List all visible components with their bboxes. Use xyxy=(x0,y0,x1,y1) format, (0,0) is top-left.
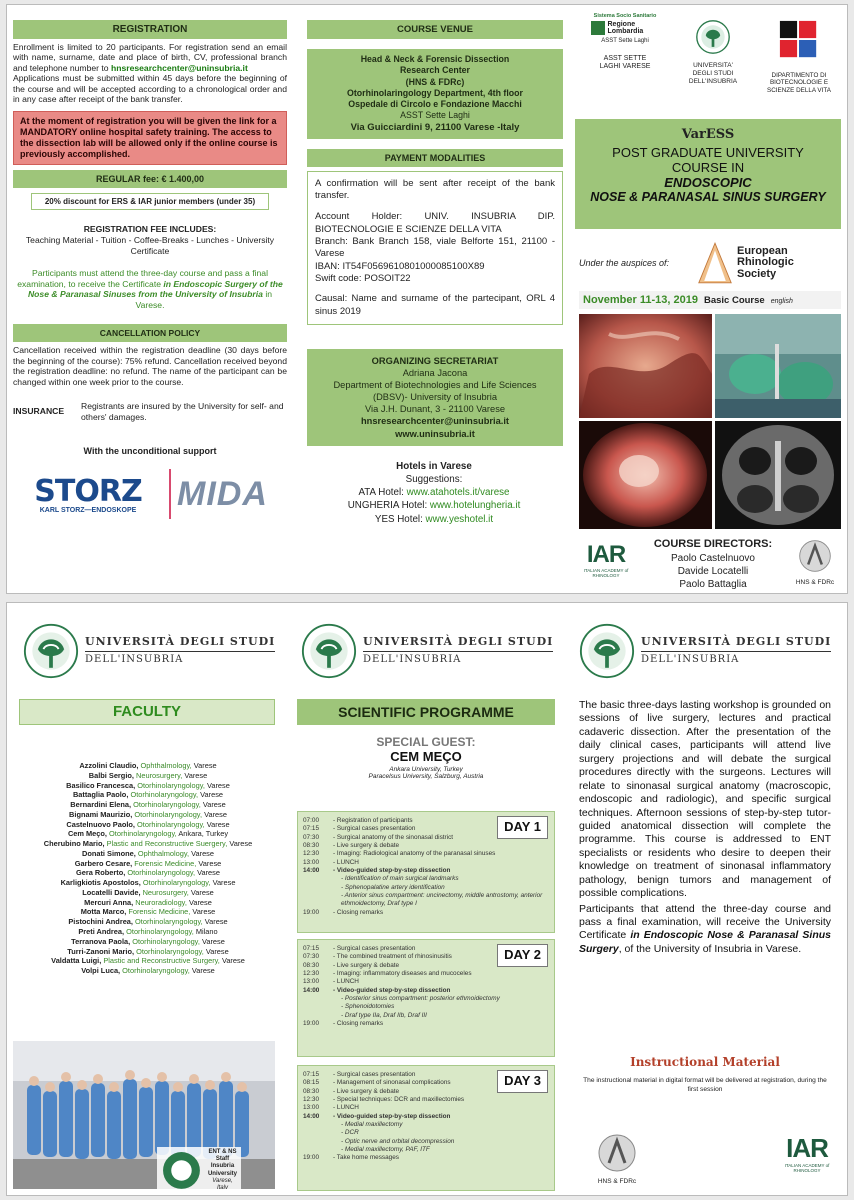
institution-logos xyxy=(573,13,843,113)
faculty-member: Bernardini Elena, Otorhinolaryngology, Varese xyxy=(70,800,226,810)
day-tag: DAY 3 xyxy=(497,1070,548,1093)
insurance-label: INSURANCE xyxy=(13,406,65,417)
hns-logo: HNS & FDRc xyxy=(789,539,841,586)
schedule-line: 08:30 - Live surgery & debate xyxy=(303,1087,400,1095)
schedule-subitem: - Sphenopalatine artery identification xyxy=(341,883,445,891)
iar-logo: IAR ITALIAN ACADEMY of RHINOLOGY xyxy=(583,541,629,578)
schedule-line: 19:00 - Closing remarks xyxy=(303,1019,384,1027)
schedule-subitem: - Medial maxillectomy xyxy=(341,1120,403,1128)
logo-divider xyxy=(169,469,171,519)
insubria-seal-icon xyxy=(301,623,357,679)
faculty-member: Azzolini Claudio, Ophthalmology, Varese xyxy=(79,761,217,770)
schedule-subitem: - Draf type IIa, Draf IIb, Draf III xyxy=(341,1011,427,1019)
secretariat-box: ORGANIZING SECRETARIAT Adriana Jacona Department of Biotechnologies and Life Sciences (DBSV)- University of Insubria Via J.H. Dunant, 3 - 21100 Varese hnsresearchcenter@uninsubria.it www.uninsubria.it xyxy=(307,349,563,446)
dbsv-logo: DIPARTIMENTO DI BIOTECNOLOGIE E SCIENZE DELLA VITA xyxy=(759,19,839,94)
schedule-line: 07:30 - The combined treatment of rhinosinusitis xyxy=(303,953,452,961)
mida-logo: MIDA xyxy=(177,474,268,513)
hotel-yes: YES Hotel: www.yeshotel.it xyxy=(374,513,494,525)
asst-logo: Sistema Socio Sanitario Regione Lombardia ASST Sette Laghi ASST SETTE LAGHI VARESE xyxy=(577,13,673,71)
schedule-line: 12:30 - Special techniques: DCR and maxillectomies xyxy=(303,1095,465,1103)
schedule-line: 07:15 - Surgical cases presentation xyxy=(303,1071,416,1078)
venue-box: Head & Neck & Forensic Dissection Research Center (HNS & FDRc) Otorhinolaringology Department, 4th floor Ospedale di Circolo e Fondazione Macchi ASST Sette Laghi Via Guicciardini 9, 21100 Varese -Italy xyxy=(307,49,563,139)
schedule-line: 07:30 - Surgical anatomy of the sinonasal district xyxy=(303,833,454,841)
discount-note: 20% discount for ERS & IAR junior members (under 35) xyxy=(31,193,269,210)
insubria-seal-icon xyxy=(695,19,731,55)
faculty-member: Valdatta Luigi, Plastic and Reconstructive Surgery, Varese xyxy=(51,956,245,966)
faculty-member: Locatelli Davide, Neurosurgery, Varese xyxy=(82,887,214,897)
schedule-line: 13:00 - LUNCH xyxy=(303,858,359,866)
faculty-member: Karligkiotis Apostolos, Otorhinolaryngology, Varese xyxy=(60,878,236,888)
hotel-ungheria: UNGHERIA Hotel: www.hotelungheria.it xyxy=(347,500,521,512)
cancellation-title: CANCELLATION POLICY xyxy=(13,324,287,342)
schedule-line: 13:00 - LUNCH xyxy=(303,978,359,986)
attendance-note: Participants must attend the three-day course and pass a final examination, to receive the Certificate in Endoscopic Surgery of the Nose & Paranasal Sinuses from the University of Insubria in Varese. xyxy=(17,268,283,310)
ct-scan-photo xyxy=(715,421,841,529)
directors-area xyxy=(579,535,841,593)
faculty-member: Mercuri Anna, Neuroradiology, Varese xyxy=(84,897,212,907)
day-tag: DAY 2 xyxy=(497,944,548,967)
schedule-line: 14:00 - Video-guided step-by-step dissection xyxy=(303,1112,451,1120)
support-title: With the unconditional support xyxy=(83,446,217,457)
programme-title: SCIENTIFIC PROGRAMME xyxy=(297,699,555,725)
surgery-photo-2 xyxy=(715,314,841,418)
insurance-text: Registrants are insured by the University for self- and others' damages. xyxy=(81,401,284,422)
university-logo-1: UNIVERSITÀ DEGLI STUDI DELL'INSUBRIA xyxy=(23,623,275,679)
schedule-line: 12:30 - Imaging: inflammatory diseases and mucoceles xyxy=(303,969,472,977)
ers-name: European Rhinologic Society xyxy=(737,245,794,280)
schedule-line: 19:00 - Closing remarks xyxy=(303,908,384,916)
schedule-subitem: - Optic nerve and orbital decompression xyxy=(341,1137,455,1145)
regular-fee: REGULAR fee: € 1.400,00 xyxy=(13,170,287,188)
schedule-line: 12:30 - Imaging: Radiological anatomy of the paranasal sinuses xyxy=(303,850,496,858)
faculty-member: Battaglia Paolo, Otorhinolaryngology, Varese xyxy=(72,790,224,800)
faculty-member: Cherubino Mario, Plastic and Reconstructive Suergery, Varese xyxy=(43,839,253,849)
hotels-box: Hotels in Varese Suggestions: ATA Hotel: www.atahotels.it/varese UNGHERIA Hotel: www.hotelungheria.it YES Hotel: www.yeshotel.it xyxy=(303,460,565,526)
ers-mark-icon xyxy=(697,240,733,286)
schedule-line: 07:15 - Surgical cases presentation xyxy=(303,945,416,952)
storz-logo: STORZ KARL STORZ—ENDOSKOPE xyxy=(34,474,142,515)
brochure-inside xyxy=(6,602,848,1196)
schedule-subitem: - Medial maxillectomy, PAF, ITF xyxy=(341,1145,430,1153)
auspices-row: Under the auspices of: European Rhinologic Society xyxy=(579,237,839,289)
payment-box: A confirmation will be sent after receipt of the bank transfer. Account Holder: UNIV. INSUBRIA DIP. BIOTECNOLOGIE E SCIENZE DELLA VITA Branch: Bank Branch 158, viale Belforte 151, 21100 - Varese IBAN: IT54F0569610801000085100X89 Swift code: POSOIT22 Causal: Name and surname of the partecipant, ORL 4 sinus 2019 xyxy=(307,171,563,325)
hotel-ungheria-link[interactable]: www.hotelungheria.it xyxy=(429,500,521,512)
insurance-row xyxy=(13,401,287,422)
hotel-yes-link[interactable]: www.yeshotel.it xyxy=(425,513,494,525)
faculty-list xyxy=(13,761,283,976)
schedule-line: 07:15 - Surgical cases presentation xyxy=(303,825,416,833)
programme-day-1 xyxy=(297,811,555,933)
registration-text: Enrollment is limited to 20 participants. For registration send an email with name, surname, date and place of birth, CV, professional branch and telephone number to hnsresearchcenter@uninsubria.it Applications must be submitted within 45 days before the beginning of the course and will be accepted according to a chronological order and in any case after receipt of the bank transfer. xyxy=(13,42,287,105)
schedule-line: 07:00 - Registration of participants xyxy=(303,817,413,824)
faculty-member: Pistochini Andrea, Otorhinolaryngology, Varese xyxy=(68,917,228,927)
brochure-outside xyxy=(6,4,848,594)
faculty-member: Turri-Zanoni Mario, Otorhinolaryngology, Varese xyxy=(67,946,229,956)
hns-emblem-icon xyxy=(597,1133,637,1173)
cancellation-text: Cancellation received within the registration deadline (30 days before the beginning of the course): 75% refund. Cancellation received beyond the registration deadline: no refund. The name of the participant can be changed within one week prior to the course. xyxy=(13,345,287,387)
venue-column xyxy=(303,5,565,593)
sponsor-logos xyxy=(13,467,287,521)
insubria-small-logo: UNIVERSITA' DEGLI STUDI DELL'INSUBRIA xyxy=(683,19,743,85)
faculty-member: Donati Simone, Ophthalmology, Varese xyxy=(81,848,214,858)
course-description: The basic three-days lasting workshop is grounded on sessions of live surgery, lectures and practical cadaveric dissection. After the presentation of the daily clinical cases, participants will attend live surgery projections and will debate the surgical procedures directly with the surgeons. Lectures will relate to sinonasal surgical anatomy (macroscopic, endoscopic and radiologic), and specific surgical techniques. Afternoon sessions of step-by-step tutor-guided anatomical dissection will complete the programme. This course is addressed to ENT specialists or residents who desire to deepen their knowledge on treatment of sinonasal inflammatory pathology, benign tumors and management of possible complications. Participants that attend the three-day course and pass a final examination, will receive the University Certificate in Endoscopic Nose & Paranasal Sinus Surgery, of the University of Insubria in Varese. xyxy=(579,699,831,955)
university-logo-3: UNIVERSITÀ DEGLI STUDI DELL'INSUBRIA xyxy=(579,623,831,679)
payment-title: PAYMENT MODALITIES xyxy=(307,149,563,167)
schedule-subitem: - Sphenoidotomies xyxy=(341,1003,395,1011)
endoscopic-view-photo xyxy=(579,421,712,529)
schedule-subitem: - Identification of main surgical landmarks xyxy=(341,875,459,883)
course-directors: COURSE DIRECTORS: Paolo Castelnuovo Davide Locatelli Paolo Battaglia xyxy=(653,538,773,590)
registration-column xyxy=(13,5,287,593)
faculty-member: Balbi Sergio, Neurosurgery, Varese xyxy=(88,770,208,780)
programme-day-2 xyxy=(297,939,555,1057)
staff-caption: ENT & NS Staff Insubria University Varese, Italy xyxy=(157,1147,241,1189)
schedule-subitem: - DCR xyxy=(341,1129,359,1137)
schedule-line: 14:00 - Video-guided step-by-step dissection xyxy=(303,866,451,874)
iar-logo-bottom: IAR ITALIAN ACADEMY of RHINOLOGY xyxy=(784,1133,830,1173)
schedule-line: 08:15 - Management of sinonasal complications xyxy=(303,1079,451,1087)
hotel-ata: ATA Hotel: www.atahotels.it/varese xyxy=(358,487,510,499)
fee-includes-text: Teaching Material - Tuition - Coffee-Breaks - Lunches - University Certificate xyxy=(25,235,275,256)
course-title-box: VarESS POST GRADUATE UNIVERSITY COURSE IN ENDOSCOPIC NOSE & PARANASAL SINUS SURGERY xyxy=(575,119,841,229)
instructional-material: Instructional Material The instructional material in digital format will be delivered at registration, during the first session xyxy=(583,1055,827,1093)
schedule-subitem: - Anterior sinus compartment: uncinectomy, middle antrostomy, anterior ethmoidectomy, Draf type I xyxy=(341,891,543,908)
insubria-seal-icon xyxy=(579,623,635,679)
schedule-line: 08:30 - Live surgery & debate xyxy=(303,841,400,849)
safety-training-warning: At the moment of registration you will be given the link for a MANDATORY online hospital safety training. The access to the dissection lab will be allowed only if the online course is previously accomplished. xyxy=(13,111,287,165)
lombardia-icon xyxy=(591,21,605,35)
schedule-subitem: - Posterior sinus compartment: posterior ethmoidectomy xyxy=(341,994,500,1002)
faculty-member: Garbero Cesare, Forensic Medicine, Varese xyxy=(74,858,222,868)
schedule-line: 08:30 - Live surgery & debate xyxy=(303,961,400,969)
venue-title: COURSE VENUE xyxy=(307,20,563,39)
hns-emblem-icon xyxy=(798,539,832,573)
faculty-member: Gera Roberto, Otorhinolaryngology, Varese xyxy=(76,868,220,878)
insubria-seal-icon xyxy=(23,623,79,679)
varess-brand: VarESS xyxy=(681,127,735,142)
university-logo-2: UNIVERSITÀ DEGLI STUDI DELL'INSUBRIA xyxy=(301,623,553,679)
surgery-photo-1 xyxy=(579,314,712,418)
day-tag: DAY 1 xyxy=(497,816,548,839)
insubria-seal-icon xyxy=(161,1150,202,1189)
faculty-member: Terranova Paola, Otorhinolaryngology, Varese xyxy=(71,936,225,946)
faculty-member: Volpi Luca, Otorhinolaryngology, Varese xyxy=(81,966,215,976)
faculty-member: Motta Marco, Forensic Medicine, Varese xyxy=(80,907,216,917)
faculty-title: FACULTY xyxy=(19,699,275,725)
course-dates: November 11-13, 2019 Basic Course english xyxy=(579,291,841,309)
schedule-line: 14:00 - Video-guided step-by-step dissection xyxy=(303,986,451,994)
registration-email[interactable]: hnsresearchcenter@uninsubria.it xyxy=(110,62,248,73)
special-guest: SPECIAL GUEST: CEM MEÇO Ankara University, Turkey Paracelsus University, Salzburg, Austria xyxy=(368,735,484,780)
fee-includes-title: REGISTRATION FEE INCLUDES: xyxy=(83,223,217,234)
hns-logo-bottom: HNS & FDRc xyxy=(587,1133,647,1185)
schedule-line: 13:00 - LUNCH xyxy=(303,1104,359,1112)
faculty-member: Castelnuovo Paolo, Otorhinolaryngology, Varese xyxy=(66,819,230,829)
hotel-ata-link[interactable]: www.atahotels.it/varese xyxy=(406,487,510,499)
schedule-line: 19:00 - Take home messages xyxy=(303,1154,399,1162)
faculty-member: Preti Andrea, Otorhinolaryngology, Milano xyxy=(78,927,218,937)
cover-column xyxy=(573,5,843,593)
programme-day-3 xyxy=(297,1065,555,1191)
staff-group-photo xyxy=(13,1041,275,1189)
faculty-member: Bignami Maurizio, Otorhinolaryngology, Varese xyxy=(69,809,227,819)
faculty-member: Cem Meço, Otorhinolaryngology, Ankara, Turkey xyxy=(67,829,229,839)
registration-title: REGISTRATION xyxy=(13,20,287,39)
faculty-member: Basilico Francesca, Otorhinolaryngology, Varese xyxy=(66,780,230,790)
